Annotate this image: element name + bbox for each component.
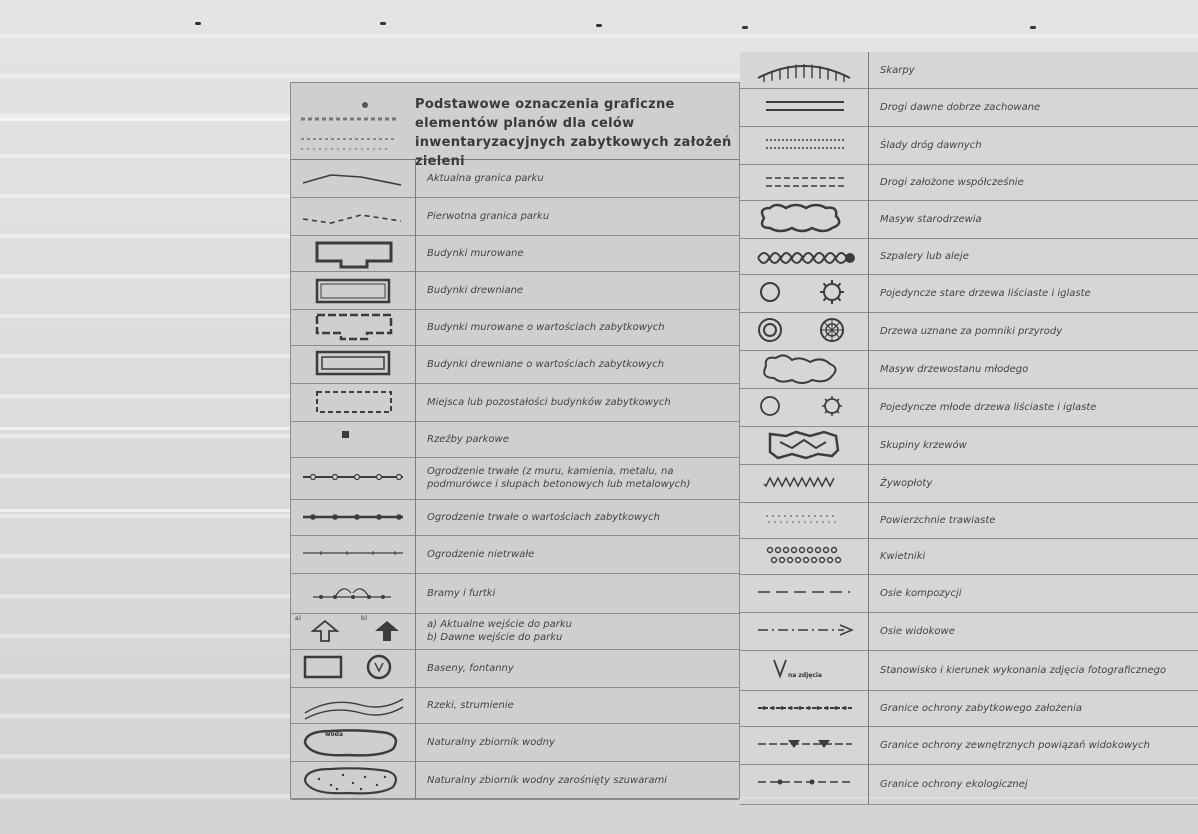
ink-speck [742, 26, 748, 29]
monument-trees-icon [740, 312, 869, 350]
legend-label: Ogrodzenie trwałe (z muru, kamienia, metalu, na podmurówce i słupach betonowych lub metalowych) [427, 466, 691, 490]
right-legend-row [740, 388, 1198, 427]
legend-label: Rzeki, strumienie [427, 699, 514, 711]
legend-label: Aktualna granica parku [427, 172, 544, 184]
legend-label: Bramy i furtki [427, 587, 496, 599]
right-legend-row [740, 312, 1198, 351]
left-legend-row [291, 197, 739, 236]
dashed-rectangle-icon [291, 383, 416, 421]
right-legend-row [740, 200, 1198, 239]
left-legend-row [291, 235, 739, 272]
symbol-inner-text: na zdjęcia [788, 672, 822, 679]
legend-label: Masyw drzewostanu młodego [880, 363, 1029, 375]
legend-label: Ogrodzenie nietrwałe [427, 548, 535, 560]
symbol-mark-label: b) [361, 615, 368, 622]
legend-label: Rzeźby parkowe [427, 433, 509, 445]
legend-label: Budynki drewniane [427, 284, 524, 296]
legend-label: Baseny, fontanny [427, 662, 514, 674]
symbol-mark-label: a) [295, 615, 302, 622]
legend-label: Stanowisko i kierunek wykonania zdjęcia fotograficznego [880, 664, 1167, 676]
flowerbed-icon [740, 538, 869, 574]
left-legend-row [291, 421, 739, 458]
pool-fountain-icon [291, 649, 416, 687]
right-legend-row [740, 502, 1198, 539]
legend-label: Żywopłoty [880, 477, 933, 489]
legend-label: Naturalny zbiornik wodny [427, 736, 555, 748]
legend-label: Skarpy [880, 64, 915, 76]
right-legend-row [740, 88, 1198, 127]
wavy-line-icon [291, 159, 416, 197]
right-legend-row [740, 726, 1198, 765]
right-legend-row [740, 238, 1198, 275]
entrance-arrows-icon [291, 613, 416, 649]
left-legend-row [291, 345, 739, 384]
legend-label: Naturalny zbiornik wodny zarośnięty szuwarami [427, 774, 668, 786]
ink-speck [380, 22, 386, 25]
legend-label: a) Aktualne wejście do parku b) Dawne wejście do parku [427, 619, 572, 643]
wooden-building-icon [291, 271, 416, 309]
right-legend-row [740, 164, 1198, 201]
escarpment-icon [740, 52, 869, 88]
legend-label: Budynki murowane o wartościach zabytkowych [427, 321, 665, 333]
historic-fence-icon [291, 499, 416, 535]
legend-label: Granice ochrony zewnętrznych powiązań widokowych [880, 739, 1150, 751]
legend-label: Drogi dawne dobrze zachowane [880, 101, 1041, 113]
left-legend-row [291, 649, 739, 688]
left-legend-row [291, 761, 739, 800]
protection-line-icon [740, 690, 869, 726]
left-legend-row [291, 535, 739, 574]
small-square-icon [291, 421, 416, 457]
right-legend-row [740, 464, 1198, 503]
dotted-pond-icon [291, 761, 416, 799]
right-legend-row [740, 426, 1198, 465]
legend-label: Drzewa uznane za pomniki przyrody [880, 325, 1063, 337]
left-legend-row [291, 457, 739, 500]
legend-label: Powierzchnie trawiaste [880, 514, 996, 526]
legend-label: Masyw starodrzewia [880, 213, 982, 225]
ink-speck [1030, 26, 1036, 29]
view-axis-icon [740, 612, 869, 650]
left-legend-row [291, 309, 739, 346]
dotted-double-line-icon [740, 126, 869, 164]
right-legend-row [740, 612, 1198, 651]
fence-posts-icon [291, 457, 416, 499]
legend-label: Szpalery lub aleje [880, 250, 969, 262]
ink-speck [596, 24, 602, 27]
dashed-double-line-icon [740, 164, 869, 200]
ink-speck [195, 22, 201, 25]
legend-label: Drogi założone współcześnie [880, 176, 1024, 188]
legend-label: Pojedyncze stare drzewa liściaste i iglaste [880, 287, 1091, 299]
river-icon [291, 687, 416, 723]
symbol-inner-text: woda [325, 731, 344, 738]
left-legend-row [291, 159, 739, 198]
young-trees-icon [740, 388, 869, 426]
legend-label: Pierwotna granica parku [427, 210, 550, 222]
tree-row-icon [740, 238, 869, 274]
single-trees-icon [740, 274, 869, 312]
left-legend-row [291, 613, 739, 650]
legend-label: Budynki murowane [427, 247, 524, 259]
left-legend-row [291, 687, 739, 724]
double-line-icon [740, 88, 869, 126]
legend-label: Miejsca lub pozostałości budynków zabytkowych [427, 396, 671, 408]
legend-label: Osie widokowe [880, 625, 955, 637]
tree-mass-icon [740, 200, 869, 238]
legend-label: Kwietniki [880, 550, 926, 562]
right-legend-row [740, 538, 1198, 575]
gate-icon [291, 573, 416, 613]
legend-label: Budynki drewniane o wartościach zabytkowych [427, 358, 665, 370]
right-legend-row [740, 52, 1198, 89]
left-legend-row [291, 499, 739, 536]
legend-label: Osie kompozycji [880, 587, 962, 599]
historic-wooden-building-icon [291, 345, 416, 383]
dashed-wavy-line-icon [291, 197, 416, 235]
grass-icon [740, 502, 869, 538]
stamp-marks-icon [297, 97, 409, 153]
legend-left-table [290, 82, 740, 799]
left-legend-row [291, 383, 739, 422]
external-protection-icon [740, 726, 869, 764]
pond-icon [291, 723, 416, 761]
legend-label: Pojedyncze młode drzewa liściaste i iglaste [880, 401, 1097, 413]
photo-point-icon [740, 650, 869, 690]
left-legend-row [291, 271, 739, 310]
right-legend-row [740, 126, 1198, 165]
masonry-building-icon [291, 235, 416, 271]
legend-label: Granice ochrony zabytkowego założenia [880, 702, 1083, 714]
young-tree-mass-icon [740, 350, 869, 388]
left-legend-row [291, 573, 739, 614]
legend-right-table [740, 52, 1198, 797]
left-legend-row [291, 723, 739, 762]
axis-line-icon [740, 574, 869, 612]
legend-title-cell [291, 83, 739, 169]
right-legend-row [740, 350, 1198, 389]
right-legend-row [740, 574, 1198, 613]
legend-label: Ogrodzenie trwałe o wartościach zabytkowych [427, 511, 660, 523]
historic-masonry-building-icon [291, 309, 416, 345]
thin-line-icon [291, 535, 416, 573]
shrub-group-icon [740, 426, 869, 464]
ecological-protection-icon [740, 764, 869, 804]
right-legend-row [740, 274, 1198, 313]
legend-label: Ślady dróg dawnych [880, 139, 982, 151]
legend-label: Granice ochrony ekologicznej [880, 778, 1028, 790]
hedge-icon [740, 464, 869, 502]
legend-title: Podstawowe oznaczenia graficzne elementów planów dla celów inwentaryzacyjnych zabytkowych założeń zieleni [415, 97, 732, 169]
right-legend-row [740, 650, 1198, 691]
right-legend-row [740, 764, 1198, 805]
legend-label: Skupiny krzewów [880, 439, 967, 451]
right-legend-row [740, 690, 1198, 727]
